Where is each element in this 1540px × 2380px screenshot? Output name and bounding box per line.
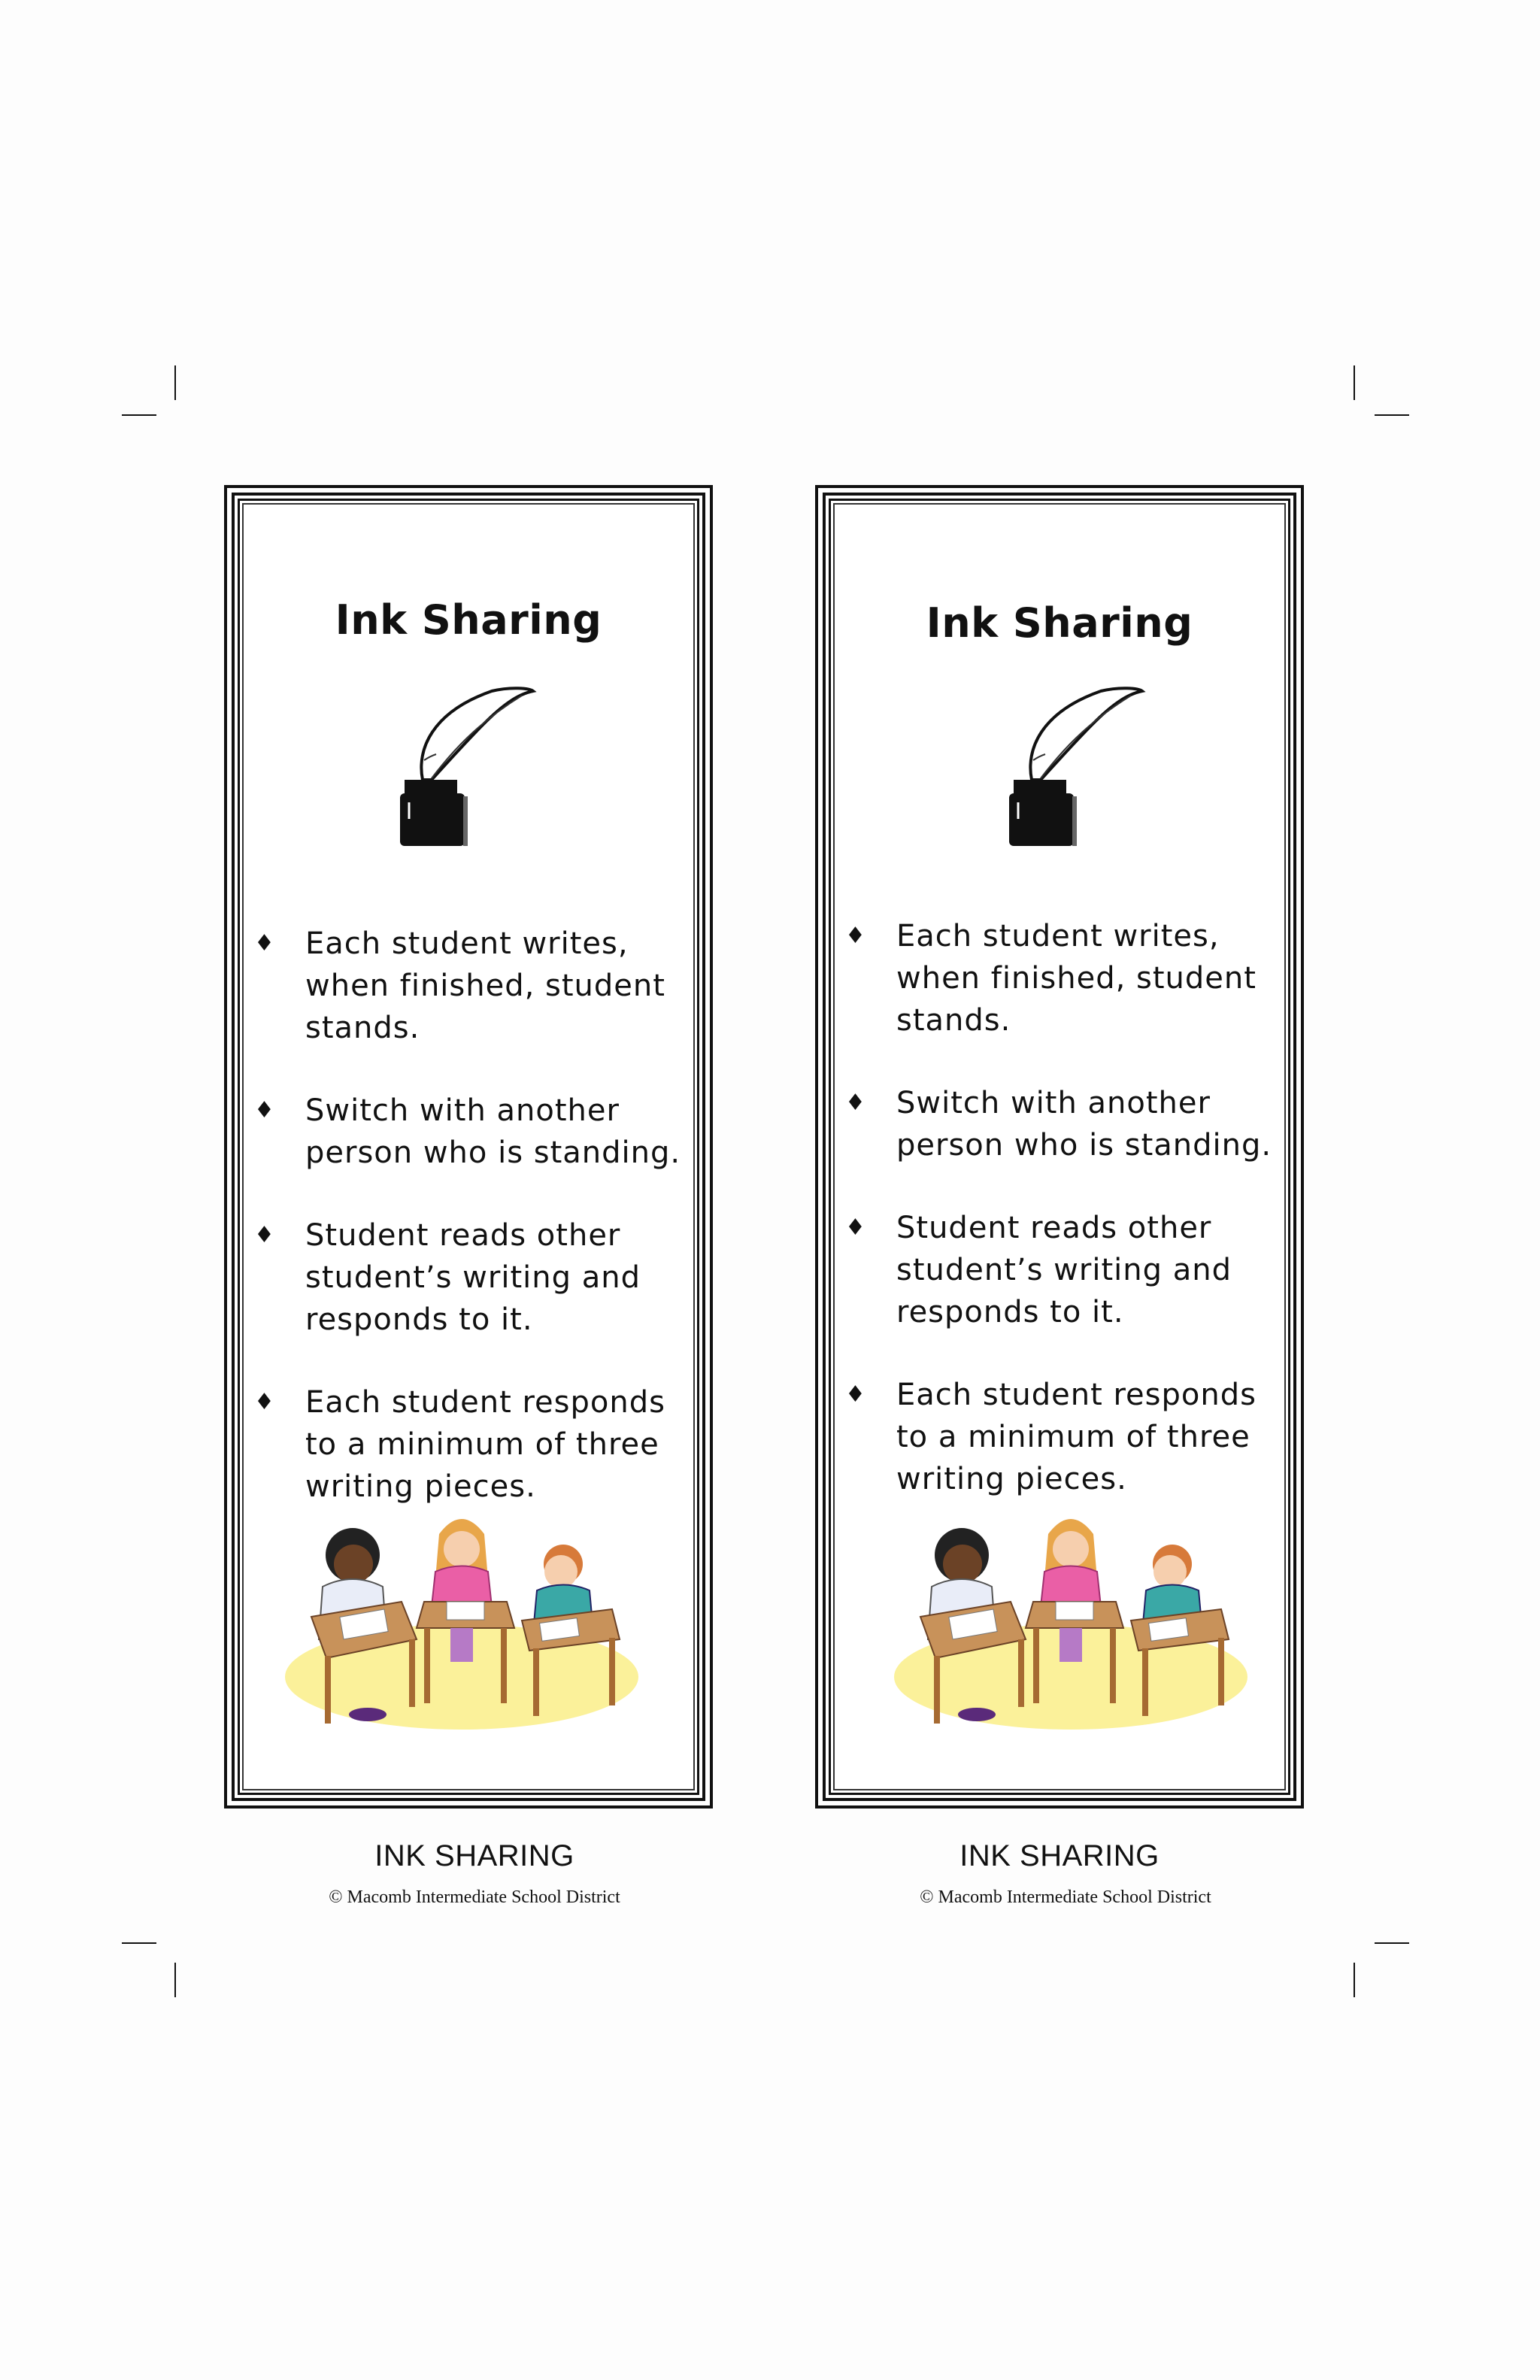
diamond-bullet: ♦ — [254, 1222, 275, 1248]
quill-inkwell-icon — [379, 682, 544, 855]
crop-mark — [1375, 414, 1409, 416]
copyright-text: © Macomb Intermediate School District — [920, 1887, 1211, 1907]
diamond-bullet: ♦ — [845, 1381, 866, 1408]
diamond-bullet: ♦ — [254, 1389, 275, 1415]
bookmark-title: Ink Sharing — [335, 596, 602, 644]
bookmark-caption: INK SHARING — [959, 1839, 1160, 1872]
quill-inkwell-icon — [988, 682, 1153, 855]
bookmark-title: Ink Sharing — [926, 599, 1193, 647]
list-item: ♦ Each student responds to a minimum of three writing pieces. — [251, 1381, 695, 1508]
copyright-text: © Macomb Intermediate School District — [329, 1887, 620, 1907]
list-item: ♦ Each student writes, when finished, student stands. — [251, 923, 695, 1049]
bookmark-card — [815, 485, 1304, 1808]
bullet-list — [842, 915, 1286, 1541]
crop-mark — [1354, 365, 1355, 400]
students-writing-illustration — [281, 1489, 642, 1745]
bullet-list — [251, 923, 695, 1548]
crop-mark — [1354, 1963, 1355, 1997]
crop-mark — [122, 414, 156, 416]
crop-mark — [174, 1963, 176, 1997]
crop-mark — [1375, 1942, 1409, 1944]
crop-mark — [122, 1942, 156, 1944]
list-item: ♦ Switch with another person who is standing. — [842, 1082, 1286, 1166]
crop-mark — [174, 365, 176, 400]
diamond-bullet: ♦ — [845, 1090, 866, 1116]
diamond-bullet: ♦ — [254, 930, 275, 957]
list-item: ♦ Student reads other student’s writing and responds to it. — [842, 1207, 1286, 1333]
diamond-bullet: ♦ — [845, 923, 866, 949]
list-item: ♦ Each student writes, when finished, student stands. — [842, 915, 1286, 1041]
bookmark-caption: INK SHARING — [374, 1839, 574, 1872]
list-item: ♦ Switch with another person who is standing. — [251, 1090, 695, 1174]
students-writing-illustration — [890, 1489, 1251, 1745]
bookmark-card — [224, 485, 713, 1808]
diamond-bullet: ♦ — [254, 1097, 275, 1123]
diamond-bullet: ♦ — [845, 1214, 866, 1241]
list-item: ♦ Each student responds to a minimum of three writing pieces. — [842, 1374, 1286, 1500]
list-item: ♦ Student reads other student’s writing and responds to it. — [251, 1214, 695, 1341]
